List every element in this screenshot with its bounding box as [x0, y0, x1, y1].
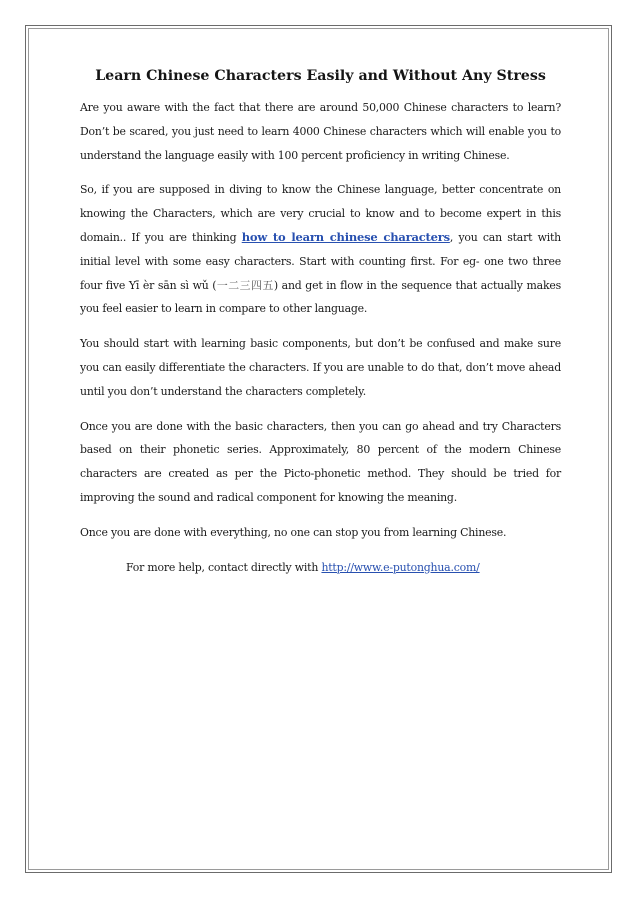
paragraph-characters-text-3: ) and get in flow in the sequence that actually makes you feel easier to learn in compare to other language.	[80, 278, 561, 316]
contact-text: For more help, contact directly with	[126, 560, 322, 574]
paragraph-characters-text-1: So, if you are supposed in diving to know the Chinese language, better concentrate on knowing the Characters, which are very crucial to know and to become expert in this domain.. If you are thinking	[80, 183, 561, 244]
learn-chinese-characters-link[interactable]: how to learn chinese characters	[241, 229, 450, 244]
document-title: Learn Chinese Characters Easily and Without Any Stress	[95, 68, 546, 84]
document-body	[80, 68, 561, 590]
chinese-numerals: 一二三四五	[216, 278, 274, 292]
paragraph-characters	[80, 178, 561, 321]
paragraph-phonetic: Once you are done with the basic characters, then you can go ahead and try Characters based on their phonetic series. Approximately, 80 percent of the modern Chinese characters are created as per the Picto-phonetic method. They should be tried for improving the sound and radical component for knowing the meaning.	[80, 419, 561, 504]
paragraph-conclusion: Once you are done with everything, no one can stop you from learning Chinese.	[80, 525, 507, 539]
paragraph-intro: Are you aware with the fact that there are around 50,000 Chinese characters to learn? Don’t be scared, you just need to learn 4000 Chinese characters which will enable you to understand the language easily with 100 percent proficiency in writing Chinese.	[80, 101, 561, 162]
contact-line	[80, 556, 561, 580]
website-link[interactable]: http://www.e-putonghua.com/	[321, 560, 480, 574]
paragraph-components: You should start with learning basic components, but don’t be confused and make sure you can easily differentiate the characters. If you are unable to do that, don’t move ahead until you don’t understand the characters completely.	[80, 337, 561, 398]
paragraph-characters-text-2: , you can start with initial level with some easy characters. Start with counting first. For eg- one two three four five Yī èr sān sì wǔ (	[80, 230, 561, 292]
